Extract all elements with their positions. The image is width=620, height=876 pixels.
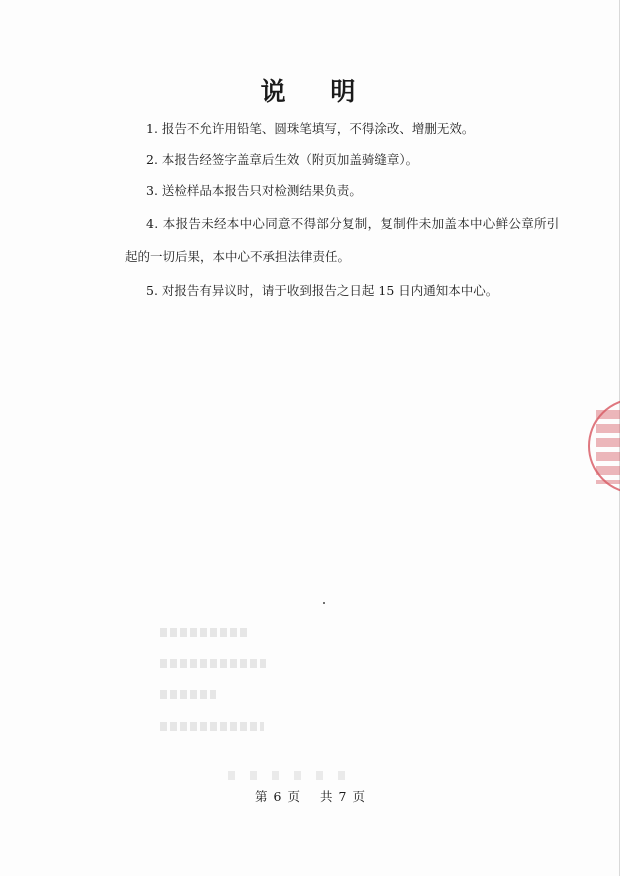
note-item-4-continuation: 起的一切后果，本中心不承担法律责任。: [125, 249, 351, 264]
total-suffix: 页: [352, 789, 365, 804]
page-number-footer: [0, 787, 620, 805]
note-item-5: 5. 对报告有异议时，请于收到报告之日起 15 日内通知本中心。: [146, 283, 499, 298]
show-through-line: [160, 628, 248, 637]
show-through-line: [160, 722, 264, 731]
total-page-number: 7: [338, 789, 347, 804]
red-seal-marks: [596, 410, 620, 484]
note-item-1: 1. 报告不允许用铅笔、圆珠笔填写，不得涂改、增删无效。: [146, 121, 475, 136]
page-suffix: 页: [287, 789, 300, 804]
document-title: 说 明: [260, 77, 374, 106]
show-through-line: [160, 690, 216, 699]
note-item-4: 4. 本报告未经本中心同意不得部分复制，复制件未加盖本中心鲜公章所引: [146, 216, 560, 231]
note-item-2: 2. 本报告经签字盖章后生效（附页加盖骑缝章）。: [146, 152, 419, 167]
current-page-number: 6: [273, 789, 282, 804]
note-item-3: 3. 送检样品本报告只对检测结果负责。: [146, 183, 362, 198]
show-through-line: [160, 659, 266, 668]
total-prefix: 共: [320, 789, 333, 804]
page-prefix: 第: [255, 789, 268, 804]
speck: [323, 602, 325, 604]
show-through-line: [228, 771, 360, 780]
